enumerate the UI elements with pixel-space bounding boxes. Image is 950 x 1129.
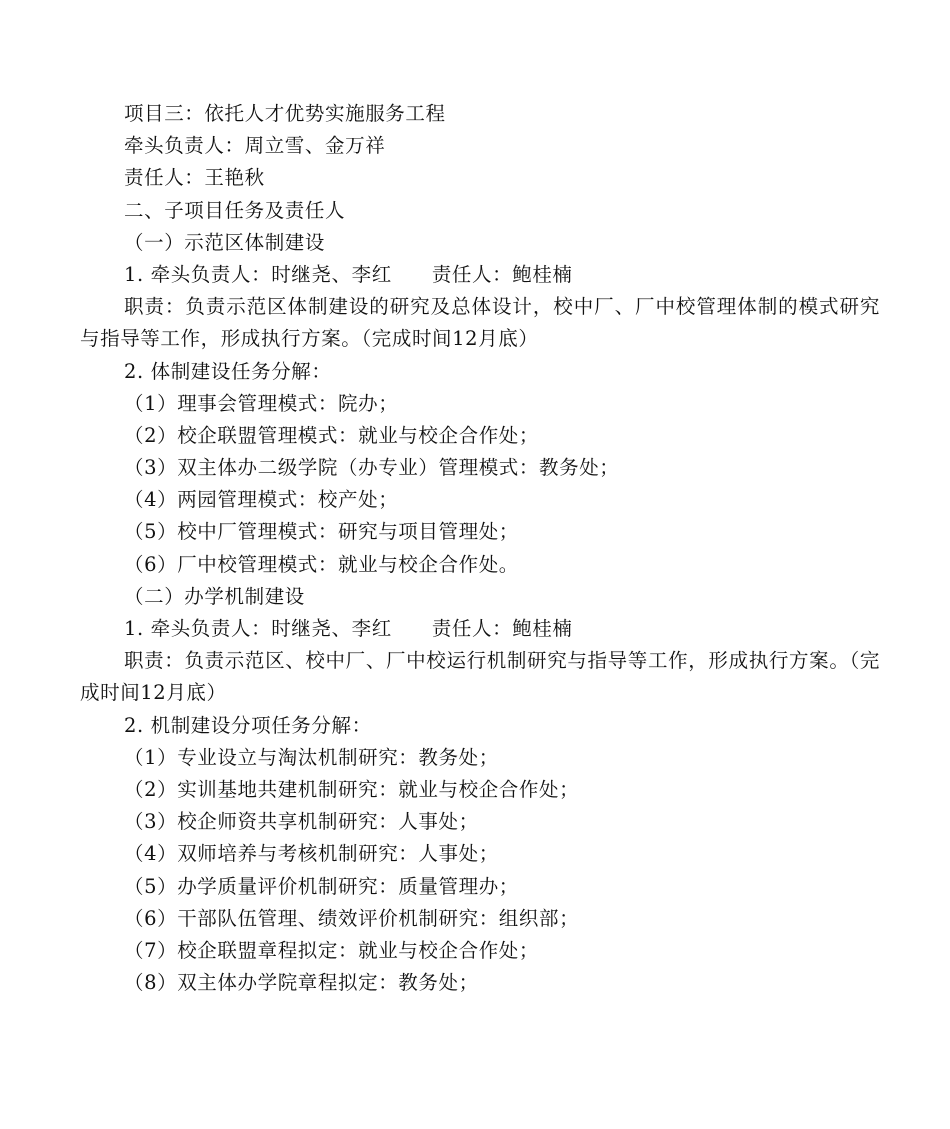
list-item: （7）校企联盟章程拟定：就业与校企合作处； — [124, 938, 540, 962]
project-responsible: 责任人：王艳秋 — [124, 166, 265, 190]
list-item: （8）双主体办学院章程拟定：教务处； — [124, 971, 479, 995]
part1-duty: 职责：负责示范区体制建设的研究及总体设计，校中厂、厂中校管理体制的模式研究与指导等工作，形成执行方案。（完成时间12月底） — [80, 295, 880, 351]
part2-heading: （二）办学机制建设 — [124, 584, 305, 608]
part2-duty: 职责：负责示范区、校中厂、厂中校运行机制研究与指导等工作，形成执行方案。（完成时间12月底） — [80, 649, 880, 705]
part2-lead: 1. 牵头负责人：时继尧、李红 — [124, 617, 392, 641]
part2-responsible: 责任人：鲍桂楠 — [431, 617, 573, 641]
part1-lead: 1. 牵头负责人：时继尧、李红 — [124, 262, 392, 286]
project-title: 项目三：依托人才优势实施服务工程 — [124, 102, 446, 125]
list-item: （5）办学质量评价机制研究：质量管理办； — [124, 874, 519, 898]
part1-responsible: 责任人：鲍桂楠 — [431, 262, 573, 286]
part1-tasks-heading: 2. 体制建设任务分解： — [124, 359, 332, 383]
list-item: （6）干部队伍管理、绩效评价机制研究：组织部； — [124, 906, 580, 930]
list-item: （5）校中厂管理模式：研究与项目管理处； — [124, 520, 519, 544]
project-lead: 牵头负责人：周立雪、金万祥 — [124, 134, 386, 158]
list-item: （1）专业设立与淘汰机制研究：教务处； — [124, 745, 499, 769]
part1-heading: （一）示范区体制建设 — [124, 230, 326, 254]
list-item: （1）理事会管理模式：院办； — [124, 391, 399, 415]
document-body — [80, 98, 880, 999]
list-item: （3）校企师资共享机制研究：人事处； — [124, 810, 479, 834]
list-item: （2）实训基地共建机制研究：就业与校企合作处； — [124, 778, 580, 801]
part2-tasks-heading: 2. 机制建设分项任务分解： — [124, 713, 372, 737]
list-item: （4）双师培养与考核机制研究：人事处； — [124, 842, 499, 866]
part2-lead-line — [80, 613, 880, 645]
part1-lead-line — [80, 259, 880, 291]
list-item: （2）校企联盟管理模式：就业与校企合作处； — [124, 423, 540, 447]
section-heading: 二、子项目任务及责任人 — [124, 198, 346, 222]
list-item: （4）两园管理模式：校产处； — [124, 488, 399, 512]
list-item: （3）双主体办二级学院（办专业）管理模式：教务处； — [124, 456, 620, 480]
list-item: （6）厂中校管理模式：就业与校企合作处。 — [124, 552, 519, 576]
